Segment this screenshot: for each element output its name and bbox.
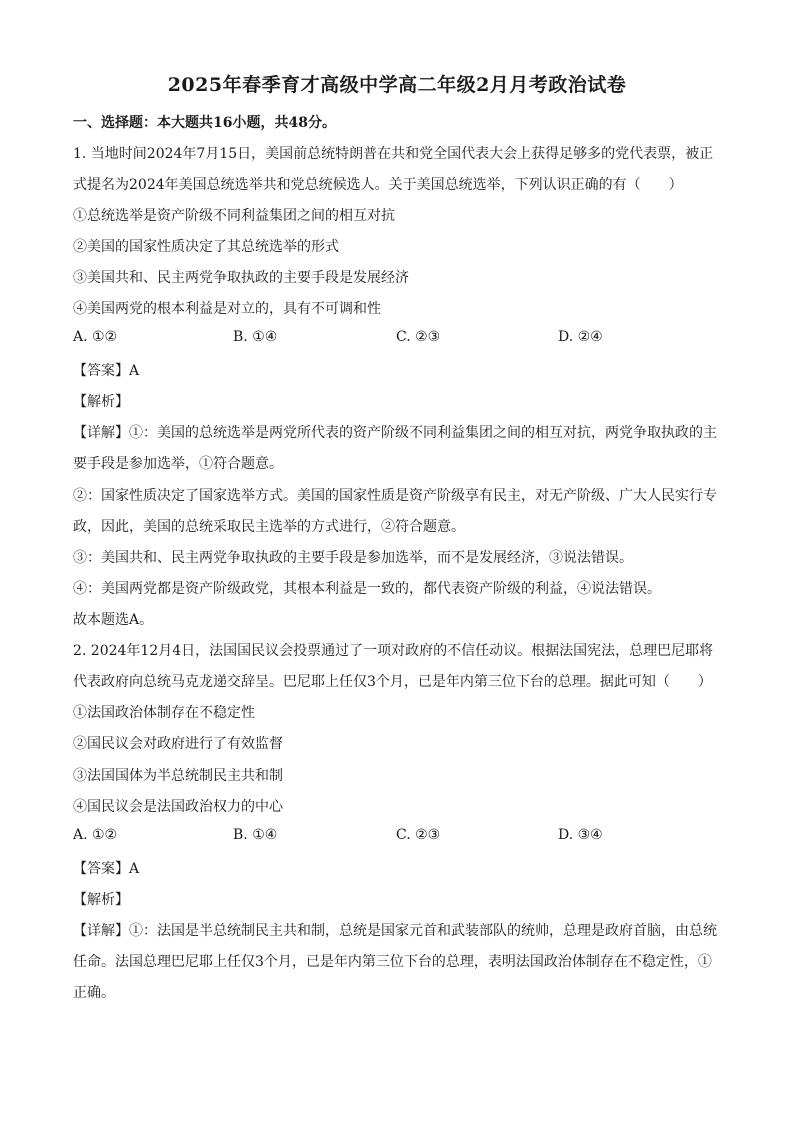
q2-analysis-label: 【解析】 xyxy=(73,892,129,908)
q1-detail-line-5: ③：美国共和、民主两党争取执政的主要手段是参加选举，而不是发展经济，③说法错误。 xyxy=(73,550,633,566)
q1-option-b: B. ①④ xyxy=(233,329,278,345)
q2-option-d: D. ③④ xyxy=(558,827,603,843)
q1-stem-line-2: 式提名为2024年美国总统选举共和党总统候选人。关于美国总统选举，下列认识正确的有（ ） xyxy=(73,177,683,193)
q1-analysis-label: 【解析】 xyxy=(73,394,129,410)
section-heading: 一、选择题：本大题共16小题，共48分。 xyxy=(73,115,336,131)
q1-option-a: A. ①② xyxy=(73,329,118,345)
q2-detail-line-1: 【详解】①：法国是半总统制民主共和制，总统是国家元首和武装部队的统帅，总理是政府首脑，由总统 xyxy=(73,923,717,939)
q2-stem-line-1: 2. 2024年12月4日，法国国民议会投票通过了一项对政府的不信任动议。根据法国宪法，总理巴尼耶将 xyxy=(73,643,714,659)
q2-detail-line-2: 任命。法国总理巴尼耶上任仅3个月，已是年内第三位下台的总理，表明法国政治体制存在不稳定性，① xyxy=(73,954,712,970)
q1-statement-4: ④美国两党的根本利益是对立的，具有不可调和性 xyxy=(73,301,381,317)
q1-statement-1: ①总统选举是资产阶级不同利益集团之间的相互对抗 xyxy=(73,208,395,224)
q1-statement-3: ③美国共和、民主两党争取执政的主要手段是发展经济 xyxy=(73,270,409,286)
q1-detail-line-6: ④：美国两党都是资产阶级政党，其根本利益是一致的，都代表资产阶级的利益，④说法错误。 xyxy=(73,581,661,597)
q1-answer: 【答案】A xyxy=(73,363,140,379)
q1-statement-2: ②美国的国家性质决定了其总统选举的形式 xyxy=(73,239,339,255)
q2-statement-4: ④国民议会是法国政治权力的中心 xyxy=(73,799,283,815)
q1-options xyxy=(73,329,723,349)
q2-answer: 【答案】A xyxy=(73,861,140,877)
q2-option-a: A. ①② xyxy=(73,827,118,843)
q2-statement-3: ③法国国体为半总统制民主共和制 xyxy=(73,768,283,784)
q1-stem-line-1: 1. 当地时间2024年7月15日，美国前总统特朗普在共和党全国代表大会上获得足够多的党代表票，被正 xyxy=(73,146,714,162)
q1-option-d: D. ②④ xyxy=(558,329,603,345)
q2-detail-line-3: 正确。 xyxy=(73,985,115,1001)
q2-statement-1: ①法国政治体制存在不稳定性 xyxy=(73,705,255,721)
q1-detail-line-3: ②：国家性质决定了国家选举方式。美国的国家性质是资产阶级享有民主，对无产阶级、广大人民实行专 xyxy=(73,488,717,504)
q1-detail-line-1: 【详解】①：美国的总统选举是两党所代表的资产阶级不同利益集团之间的相互对抗，两党争取执政的主 xyxy=(73,425,717,441)
q1-detail-line-4: 政，因此，美国的总统采取民主选举的方式进行，②符合题意。 xyxy=(73,519,465,535)
q2-option-c: C. ②③ xyxy=(396,827,441,843)
q1-option-c: C. ②③ xyxy=(396,329,441,345)
page-title: 2025年春季育才高级中学高二年级2月月考政治试卷 xyxy=(167,74,627,96)
q2-options xyxy=(73,827,723,847)
q1-conclusion: 故本题选A。 xyxy=(73,612,154,628)
q2-statement-2: ②国民议会对政府进行了有效监督 xyxy=(73,736,283,752)
q2-stem-line-2: 代表政府向总统马克龙递交辞呈。巴尼耶上任仅3个月，已是年内第三位下台的总理。据此可知（ ） xyxy=(73,674,712,690)
q1-detail-line-2: 要手段是参加选举，①符合题意。 xyxy=(73,456,283,472)
q2-option-b: B. ①④ xyxy=(233,827,278,843)
